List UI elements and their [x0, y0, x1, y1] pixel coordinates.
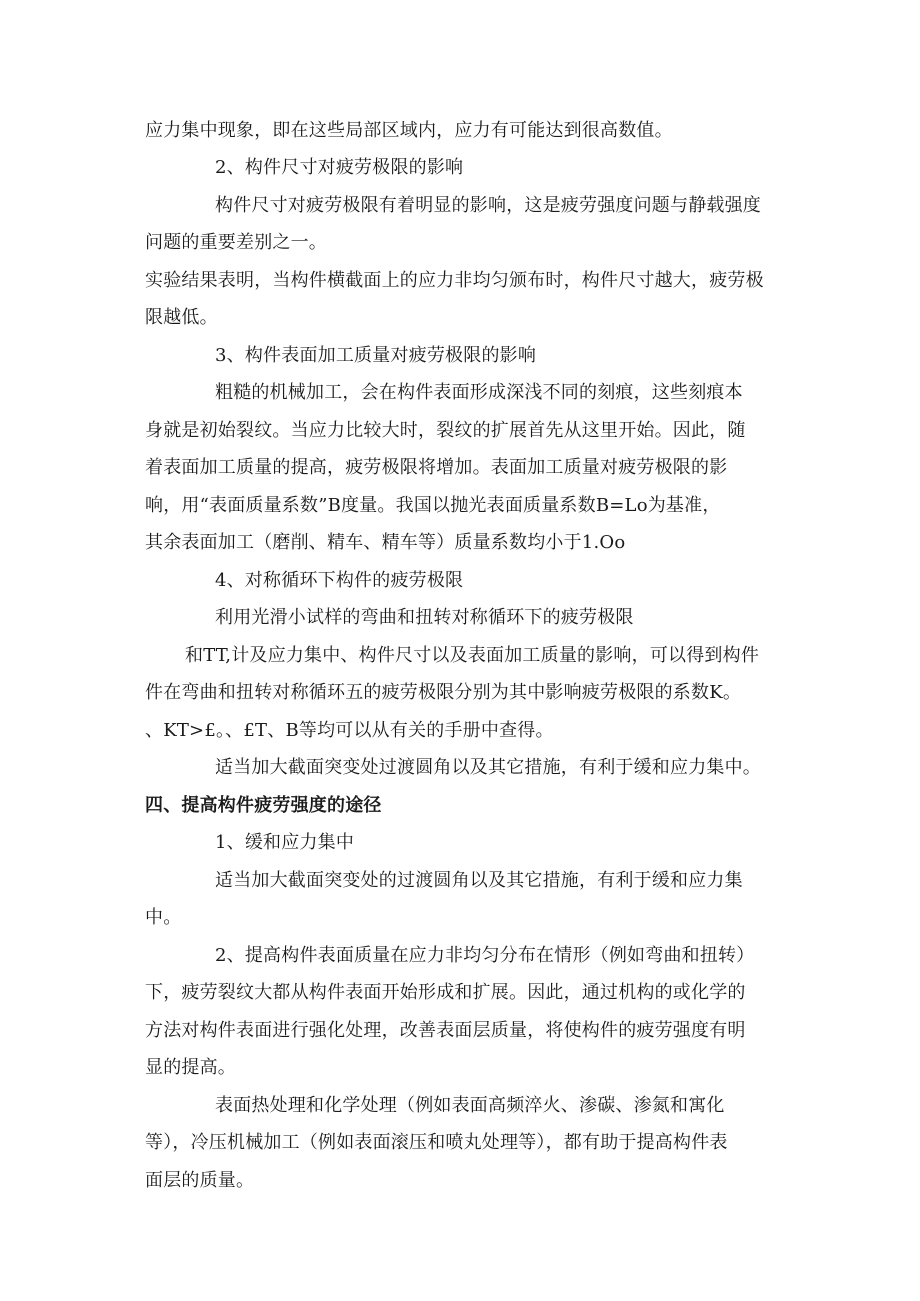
text-line: 适当加大截面突变处过渡圆角以及其它措施，有利于缓和应力集中。	[215, 757, 761, 778]
section-heading: 3、构件表面加工质量对疲劳极限的影响	[215, 345, 537, 366]
text-line: 构件尺寸对疲劳极限有着明显的影响，这是疲劳强度问题与静载强度	[215, 195, 761, 216]
section-heading: 2、构件尺寸对疲劳极限的影响	[215, 157, 464, 178]
text-line: 显的提高。	[145, 1057, 236, 1078]
section-heading: 2、提高构件表面质量在应力非均匀分布在情形（例如弯曲和扭转）	[215, 945, 755, 966]
text-line: 粗糙的机械加工，会在构件表面形成深浅不同的刻痕，这些刻痕本	[215, 382, 743, 403]
section-heading: 4、对称循环下构件的疲劳极限	[215, 570, 464, 591]
text-line: 等），冷压机械加工（例如表面滚压和喷丸处理等），都有助于提高构件表	[145, 1132, 728, 1153]
text-line: 下，疲劳裂纹大都从构件表面开始形成和扩展。因此，通过机构的或化学的	[145, 982, 746, 1003]
text-line: 面层的质量。	[145, 1170, 255, 1191]
text-line: 身就是初始裂纹。当应力比较大时，裂纹的扩展首先从这里开始。因此，随	[145, 420, 746, 441]
text-line: 和TT,计及应力集中、构件尺寸以及表面加工质量的影响，可以得到构件	[185, 645, 760, 666]
text-line: 中。	[145, 907, 182, 928]
text-line: 件在弯曲和扭转对称循环五的疲劳极限分别为其中影响疲劳极限的系数K。	[145, 682, 742, 703]
text-line: 其余表面加工（磨削、精车、精车等）质量系数均小于1.Oo	[145, 532, 626, 553]
text-line: 着表面加工质量的提高，疲劳极限将增加。表面加工质量对疲劳极限的影	[145, 457, 728, 478]
text-line: 问题的重要差别之一。	[145, 232, 327, 253]
text-line: 方法对构件表面进行强化处理，改善表面层质量，将使构件的疲劳强度有明	[145, 1020, 746, 1041]
text-line: 应力集中现象，即在这些局部区域内，应力有可能达到很高数值。	[145, 120, 673, 141]
text-line: 实验结果表明，当构件横截面上的应力非均匀颁布时，构件尺寸越大，疲劳极	[145, 270, 764, 291]
text-line: 、KT>£。、£T、B等均可以从有关的手册中查得。	[145, 720, 554, 741]
text-line: 利用光滑小试样的弯曲和扭转对称循环下的疲劳极限	[215, 607, 634, 628]
section-heading: 1、缓和应力集中	[215, 832, 355, 853]
text-line: 响，用“表面质量系数”B度量。我国以抛光表面质量系数B=Lo为基准，	[145, 495, 721, 516]
text-line: 表面热处理和化学处理（例如表面高频淬火、渗碳、渗氮和寓化	[215, 1095, 725, 1116]
text-line: 限越低。	[145, 307, 218, 328]
chapter-heading: 四、提高构件疲劳强度的途径	[145, 795, 382, 816]
text-line: 适当加大截面突变处的过渡圆角以及其它措施，有利于缓和应力集	[215, 870, 743, 891]
